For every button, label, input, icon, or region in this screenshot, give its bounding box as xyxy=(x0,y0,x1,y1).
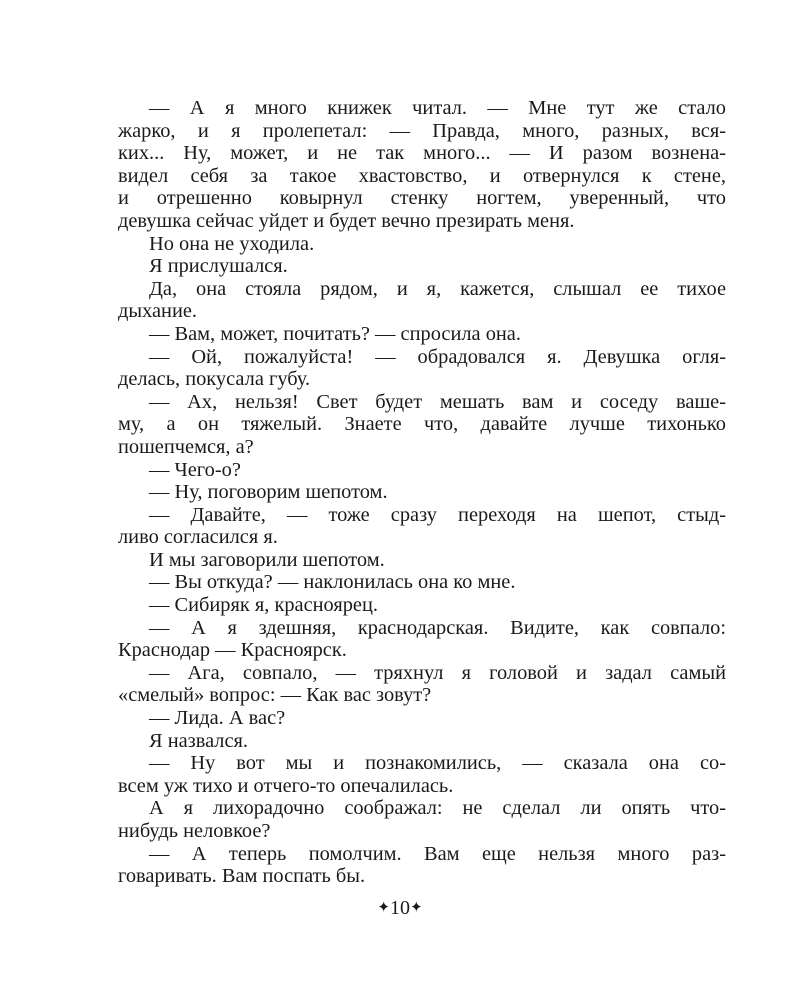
text-line: — Ах, нельзя! Свет будет мешать вам и соседу ваше- xyxy=(149,390,726,413)
text-line: видел себя за такое хвастовство, и отвернулся к стене, xyxy=(118,164,726,187)
left-ornament-icon: ✦ xyxy=(377,900,390,916)
page-number-value: 10 xyxy=(390,897,410,919)
text-line: — Вы откуда? — наклонилась она ко мне. xyxy=(149,571,516,594)
text-line: И мы заговорили шепотом. xyxy=(149,548,385,571)
text-line: му, а он тяжелый. Знаете что, давайте лучше тихонько xyxy=(118,413,726,436)
text-line: ливо согласился я. xyxy=(118,526,278,549)
text-line: говаривать. Вам поспать бы. xyxy=(118,865,366,888)
text-line: — Давайте, — тоже сразу переходя на шепот, стыд- xyxy=(149,503,726,526)
text-line: — Ну вот мы и познакомились, — сказала она со- xyxy=(149,752,726,775)
text-line: — Лида. А вас? xyxy=(149,707,286,730)
text-line: — А я здешняя, краснодарская. Видите, как совпало: xyxy=(149,616,726,639)
text-line: и отрешенно ковырнул стенку ногтем, уверенный, что xyxy=(118,187,726,210)
text-line: — А я много книжек читал. — Мне тут же стало xyxy=(149,97,726,119)
text-line: Я назвался. xyxy=(149,729,249,752)
page-body xyxy=(118,97,726,888)
text-line: «смелый» вопрос: — Как вас зовут? xyxy=(118,684,432,707)
text-line: Краснодар — Красноярск. xyxy=(118,639,347,662)
text-line: нибудь неловкое? xyxy=(118,820,271,842)
text-line: — Чего-о? xyxy=(149,458,241,481)
text-line: А я лихорадочно соображал: не сделал ли опять что- xyxy=(149,797,726,820)
text-line: дыхание. xyxy=(118,300,198,323)
text-line: девушка сейчас уйдет и будет вечно презирать меня. xyxy=(118,209,575,232)
text-line: Но она не уходила. xyxy=(149,232,315,255)
text-line: пошепчемся, а? xyxy=(118,435,254,458)
text-line: жарко, и я пролепетал: — Правда, много, разных, вся- xyxy=(118,119,726,142)
text-line: Я прислушался. xyxy=(149,255,288,278)
text-line: — Вам, может, почитать? — спросила она. xyxy=(149,322,521,345)
page-number xyxy=(0,897,800,920)
text-line: — Ага, совпало, — тряхнул я головой и задал самый xyxy=(149,661,726,684)
text-line: — Сибиряк я, красноярец. xyxy=(149,594,378,617)
text-line: — Ну, поговорим шепотом. xyxy=(149,481,388,504)
text-line: ких... Ну, может, и не так много... — И разом вознена- xyxy=(118,142,726,165)
right-ornament-icon: ✦ xyxy=(410,900,423,916)
text-line: — А теперь помолчим. Вам еще нельзя много раз- xyxy=(149,842,726,865)
text-line: — Ой, пожалуйста! — обрадовался я. Девушка огля- xyxy=(149,345,726,368)
text-line: всем уж тихо и отчего-то опечалилась. xyxy=(118,774,454,797)
text-line: Да, она стояла рядом, и я, кажется, слышал ее тихое xyxy=(149,277,726,300)
text-line: делась, покусала губу. xyxy=(118,368,311,391)
